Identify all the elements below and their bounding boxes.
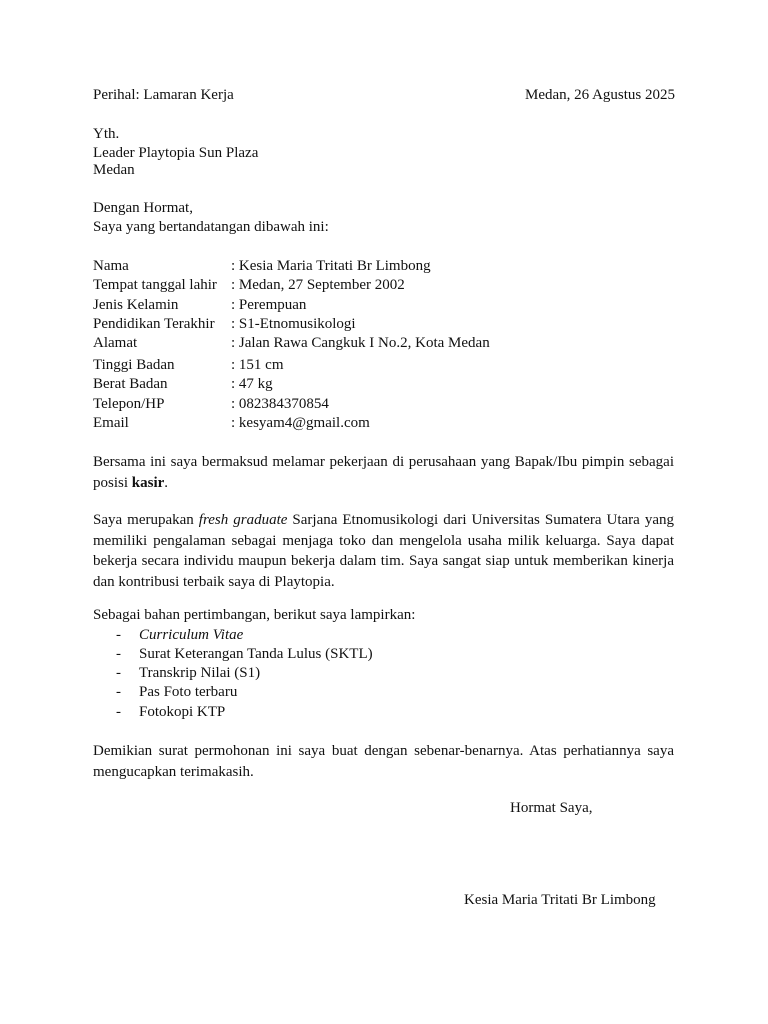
info-value: : Medan, 27 September 2002 xyxy=(231,277,405,293)
info-label: Tempat tanggal lahir xyxy=(93,277,217,293)
info-label: Pendidikan Terakhir xyxy=(93,316,215,332)
info-label: Email xyxy=(93,415,129,431)
regards: Hormat Saya, xyxy=(510,800,593,816)
info-value: : Jalan Rawa Cangkuk I No.2, Kota Medan xyxy=(231,335,490,351)
list-bullet: - xyxy=(116,665,121,681)
list-bullet: - xyxy=(116,684,121,700)
place-date: Medan, 26 Agustus 2025 xyxy=(525,87,675,103)
info-value: : 47 kg xyxy=(231,376,273,392)
position-emphasis: kasir xyxy=(131,474,165,491)
info-value: : S1-Etnomusikologi xyxy=(231,316,356,332)
signature-name: Kesia Maria Tritati Br Limbong xyxy=(464,892,656,908)
attachments-intro: Sebagai bahan pertimbangan, berikut saya lampirkan: xyxy=(93,607,416,623)
info-value: : kesyam4@gmail.com xyxy=(231,415,370,431)
list-bullet: - xyxy=(116,704,121,720)
list-bullet: - xyxy=(116,627,121,643)
paragraph-text: . xyxy=(164,474,169,491)
paragraph-text: Bersama ini saya bermaksud melamar pekerjaan di perusahaan yang Bapak/Ibu pimpin sebagai posisi xyxy=(93,454,674,491)
list-item: Curriculum Vitae xyxy=(139,627,244,643)
list-item: Pas Foto terbaru xyxy=(139,684,238,700)
info-label: Berat Badan xyxy=(93,376,168,392)
list-item: Fotokopi KTP xyxy=(139,704,226,720)
application-paragraph xyxy=(93,452,674,493)
italic-term: fresh graduate xyxy=(198,512,288,528)
info-value: : Kesia Maria Tritati Br Limbong xyxy=(231,258,431,274)
list-bullet: - xyxy=(116,646,121,662)
info-value: : 151 cm xyxy=(231,357,284,373)
list-item: Transkrip Nilai (S1) xyxy=(139,665,261,681)
intro-line: Saya yang bertandatangan dibawah ini: xyxy=(93,219,329,235)
greeting: Dengan Hormat, xyxy=(93,200,193,216)
subject-line: Perihal: Lamaran Kerja xyxy=(93,87,234,103)
recipient-salutation: Yth. xyxy=(93,126,120,142)
info-label: Nama xyxy=(93,258,129,274)
paragraph-text: Saya merupakan xyxy=(93,512,199,528)
paragraph-text: Sarjana Etnomusikologi dari Universitas Sumatera Utara yang memiliki pengalaman sebagai menjaga toko dan mengelola usaha milik keluarga. Saya dapat bekerja secara individu maupun bekerja dalam tim. Saya sangat siap untuk memberikan kinerja dan kontribusi terbaik saya di Playtopia. xyxy=(93,512,674,590)
info-value: : Perempuan xyxy=(231,297,307,313)
recipient-name: Leader Playtopia Sun Plaza xyxy=(93,145,259,161)
background-paragraph xyxy=(93,510,674,592)
closing-paragraph: Demikian surat permohonan ini saya buat dengan sebenar-benarnya. Atas perhatiannya saya mengucapkan terimakasih. xyxy=(93,743,674,780)
info-label: Tinggi Badan xyxy=(93,357,175,373)
list-item: Surat Keterangan Tanda Lulus (SKTL) xyxy=(139,646,373,662)
info-label: Telepon/HP xyxy=(93,396,165,412)
info-label: Alamat xyxy=(93,335,138,351)
info-value: : 082384370854 xyxy=(231,396,329,412)
info-label: Jenis Kelamin xyxy=(93,297,179,313)
recipient-city: Medan xyxy=(93,162,135,178)
